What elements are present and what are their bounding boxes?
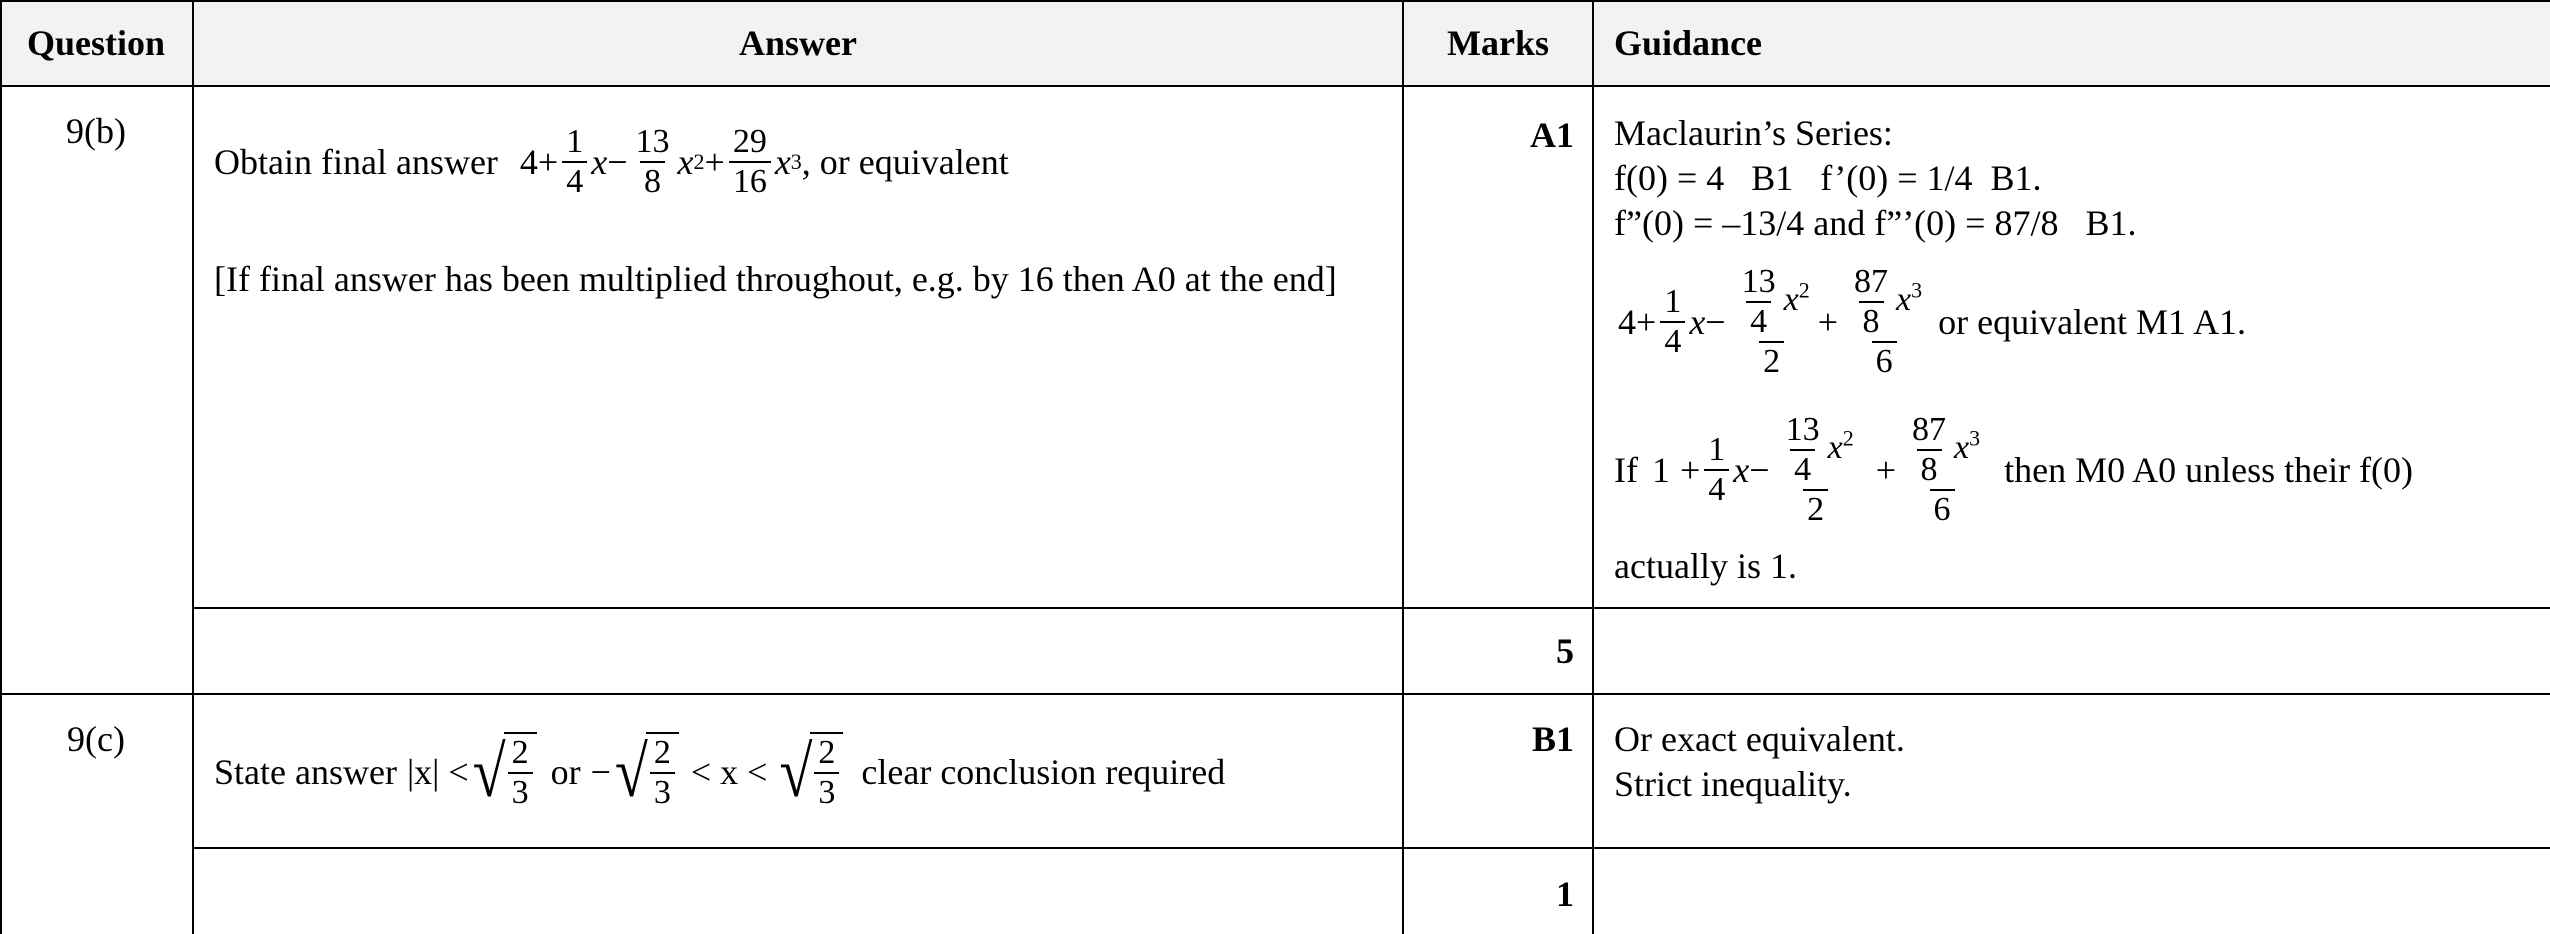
- guidance-9c-line1: Or exact equivalent.: [1614, 719, 1905, 759]
- col-divider-1: [192, 0, 194, 934]
- header-divider: [0, 85, 2550, 87]
- border-top: [0, 0, 2550, 2]
- answer-9b-term2: $\frac{13}{8}$: [635, 123, 670, 200]
- guidance-9b-line3: f”(0) = –13/4 and f”’(0) = 87/8 B1.: [1614, 203, 2137, 243]
- guidance-9b-line1: Maclaurin’s Series:: [1614, 113, 1893, 153]
- header-answer: Answer: [739, 23, 857, 63]
- header-guidance: Guidance: [1614, 23, 1763, 63]
- col-divider-2: [1402, 0, 1404, 934]
- mark-9b: A1: [1530, 115, 1574, 155]
- question-9c: 9(c): [67, 719, 125, 759]
- guidance-9b-expr2: If 1 + $\frac{1}{4}$ x − $\frac{13}{4}$ $x^2$ 2 + $\frac{87}{8}$ $x^3$ 6 then M0 A0 unless their f(0): [1614, 411, 2414, 528]
- guidance-9b-line2: f(0) = 4 B1 f’(0) = 1/4 B1.: [1614, 158, 2042, 198]
- col-divider-3: [1592, 0, 1594, 934]
- border-left: [0, 0, 2, 934]
- answer-9b-term3: $\frac{29}{16}$: [729, 123, 771, 201]
- guidance-9b-expr1: 4 + $\frac{1}{4}$ x − $\frac{13}{4}$ $x^2$ 2 + $\frac{87}{8}$ $x^3$ 6 or equivalent M1 A1.: [1618, 263, 2247, 380]
- total-mark-9b: 5: [1556, 631, 1574, 671]
- header-question: Question: [26, 23, 166, 63]
- question-9b: 9(b): [66, 111, 126, 151]
- answer-9b-term1: $\frac{1}{4}$: [562, 123, 587, 201]
- answer-9c: State answer |x| < √ $\frac{2}{3}$ or − √ $\frac{2}{3}$ < x < √ $\frac{2}{3}$ clear conclusion required: [214, 732, 1226, 812]
- answer-9b-suffix: , or equivalent: [801, 142, 1009, 182]
- row-divider: [0, 693, 2550, 695]
- answer-9b-const: 4: [519, 142, 538, 182]
- row-9b-sub-divider: [192, 607, 2550, 609]
- total-mark-9c: 1: [1556, 874, 1574, 914]
- guidance-9c-line2: Strict inequality.: [1614, 764, 1852, 804]
- answer-9b-note: [If final answer has been multiplied throughout, e.g. by 16 then A0 at the end]: [214, 259, 1337, 299]
- guidance-9b-last: actually is 1.: [1614, 546, 1797, 586]
- answer-9b-prefix: Obtain final answer: [214, 142, 498, 182]
- header-marks: Marks: [1447, 23, 1549, 63]
- row-9c-sub-divider: [192, 847, 2550, 849]
- answer-9b-final: Obtain final answer 4 + $\frac{1}{4}$ x − $\frac{13}{8}$ x 2 + $\frac{29}{16}$ x 3 , or equivalent: [214, 123, 1009, 200]
- mark-9c: B1: [1531, 719, 1574, 759]
